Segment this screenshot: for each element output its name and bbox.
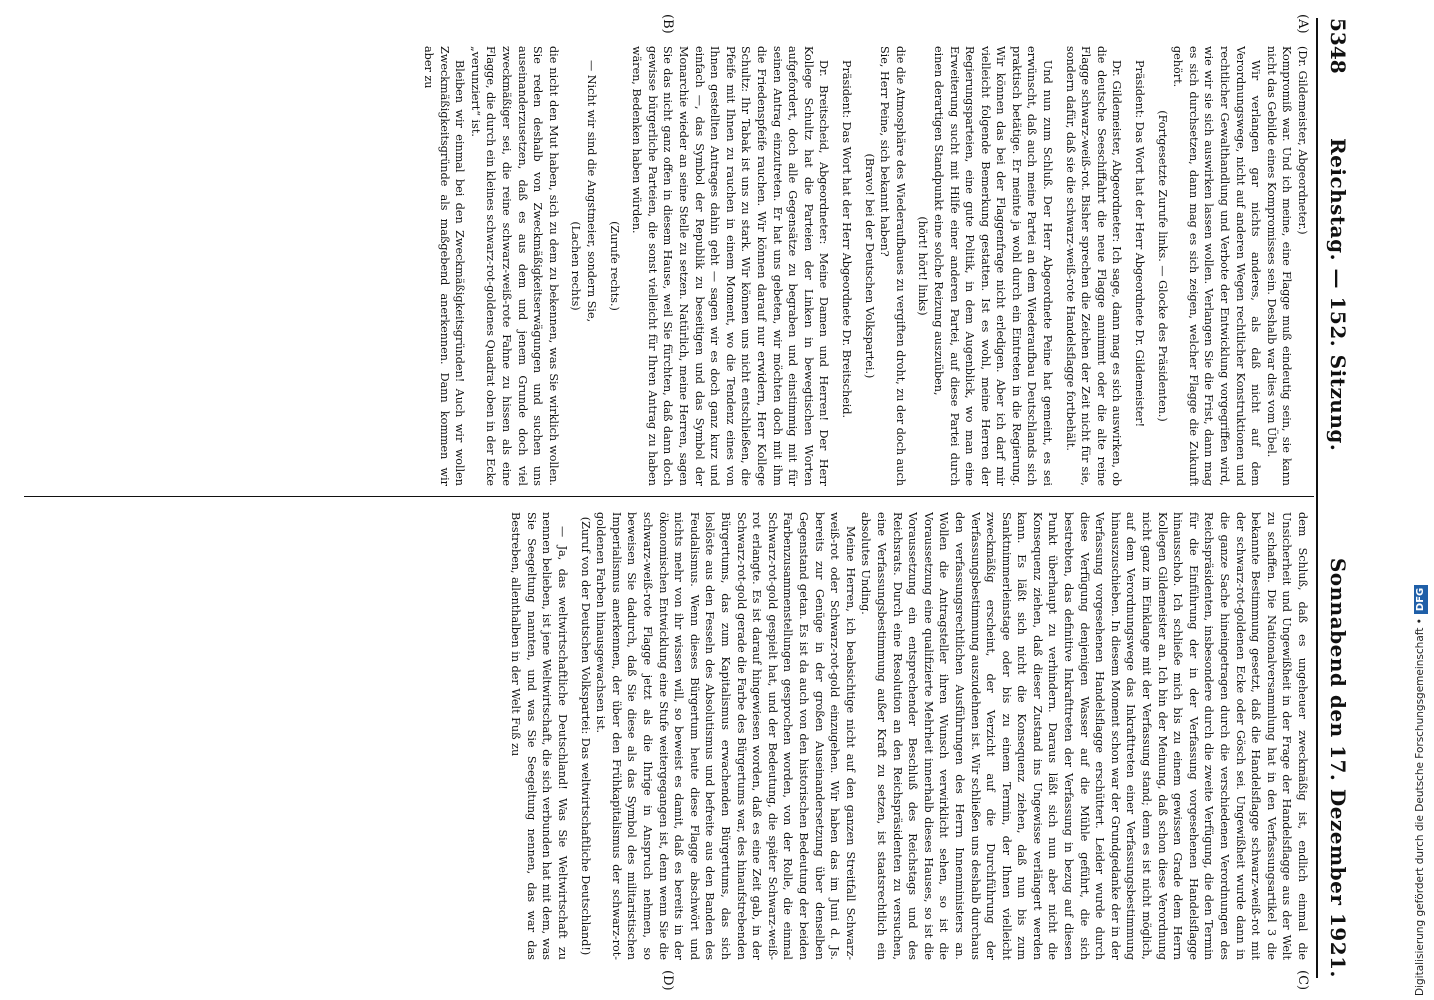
paragraph: — Ja, das weltwirtschaftliche Deutschland! Was Sie Weltwirtschaft zu nennen belieben, ist jene Weltwirtschaft, die sich verbunden hat mit dem, was Sie Seegeltung nannten, und was Sie Seegeltung nennen, das war das Bestreben, allenthalben in der Welt Fuß zu [509,512,570,960]
paragraph: — Nicht wir sind die Angstmeier, sondern Sie, [585,60,599,323]
credit-text: Digitalisierung gefördert durch die Deutsche Forschungsgemeinschaft • [1414,618,1426,996]
paragraph-gap [1055,46,1062,486]
paragraph: (Zurufe rechts.) [607,221,621,311]
paragraph: Präsident: Das Wort hat der Herr Abgeordnete Dr. Gildemeister! [1133,60,1147,428]
paragraph-gap [570,512,577,960]
paragraph-gap [831,46,838,486]
paragraph: Meine Herren, ich beabsichtige nicht auf den ganzen Streitfall Schwarz-weiß-rot oder Schwarz-rot-gold einzugehen. Wir haben das im Juni d. Js. bereits zur Genüge in der großen Auseinandersetzung über denselben Gegenstand getan. Es ist da auch von den historischen Bedeutung der beiden Farbenzusammenstellungen gesprochen worden, von der Rolle, die einmal Schwarz-rot-gold gespielt hat, und der Bedeutung, die später Schwarz-weiß-rot erlangte. Es ist darauf hingewiesen worden, daß es eine Zeit gab, in der Schwarz-rot-gold gerade die Farbe des Bürgertums war, des hinaufstrebenden Bürgertums, das zum Kapitalismus erwachenden Bürgertums, das sich loslöste aus den Fesseln des Absolutismus und befreite aus den Banden des Feudalismus. Wenn dieses Bürgertum heute diese Flagge abschwört und nichts mehr von ihr wissen will, so beweist es damit, daß es bereits in der ökonomischen Entwicklung eine Stufe weitergegangen ist, denn wenn Sie die schwarz-weiß-rote Flagge jetzt als die Ihrige in Anspruch nehmen, so beweisen Sie dadurch, daß Sie diese als das Symbol des militaristischen Imperialismus anerkennen, der über den Frühkapitalismus der schwarz-rot-goldenen Farben hinausgewachsen ist. [594,512,857,960]
paragraph: Und nun zum Schluß. Der Herr Abgeordnete Peine hat gemeint, es sei erwünscht, daß auch meine Partei an dem Wiederaufbau Deutschlands sich praktisch betätige. Er meinte ja wohl durch ein Eintreten in die Regierung. Wir können das bei der Flaggenfrage nicht erledigen. Aber ich darf mir vielleicht folgende Bemerkung gestatten. Ist es wohl, meine Herren der Regierungsparteien, eine gute Politik, in dem Augenblick, wo man eine Erweiterung sucht mit Hilfe einer anderen Partei, auf diese Partei durch einen derartigen Standpunkt eine solche Reizung auszuüben, [931,46,1055,486]
page-number: 5348 [1326,18,1350,74]
paragraph: (Bravo! bei der Deutschen Volkspartei.) [862,153,876,379]
paragraph: die die Atmosphäre des Wiederaufbaues zu vergiften droht, zu der doch auch Sie, Herr Peine, sich bekannt haben? [878,46,907,486]
paragraph-gap [854,46,861,486]
paragraph-gap [908,46,915,486]
dfg-logo: DFG [1414,585,1428,614]
session-title: Reichstag. — 152. Sitzung. [1326,138,1350,452]
paragraph: Dr. Gildemeister, Abgeordneter: Ich sage, dann mag es sich auswirken, ob die deutsche Seeschiffahrt die neue Flagge annimmt oder die alte reine Flagge schwarz-weiß-rot. Bisher sprechen die Zeichen der Zeit nicht für sie, sondern dafür, daß sie die schwarz-weiß-rote Handelsflagge fortbehält. [1063,46,1124,486]
paragraph: Wir verlangen gar nichts anderes, als daß nicht auf dem Verordnungswege, nicht auf anderen Wegen rechtlicher Konstruktionen und rechtlicher Gewalthandlung und Verbote der Entwicklung vorgegriffen wird, wie wir sie sich auswirken lassen wollen. Verlangen Sie die Frist, dann mag es sich durchsetzen, dann mag es sich zeigen, welcher Flagge die Zukunft gehört. [1171,46,1263,486]
paragraph-gap [622,46,629,486]
margin-marker-c: (C) [1295,970,1310,991]
page-header [1316,18,1356,978]
margin-marker-a: (A) [1295,14,1310,34]
left-column [20,46,1310,486]
header-rule [1316,18,1318,978]
margin-marker-d: (D) [660,970,675,991]
paragraph-gap [1147,46,1154,486]
paragraph: Kompromiß war. Und ich meine, eine Flagge muß eindeutig sein, sie kann nicht das Gebilde eines Kompromisses sein. Deshalb war dies vom Übel. [1264,46,1294,486]
margin-marker-b: (B) [660,14,675,34]
paragraph: Präsident: Das Wort hat der Herr Abgeordnete Dr. Breitscheid. [839,60,853,419]
paragraph: Bleiben wir einmal bei den Zweckmäßigkeitsgründen! Auch wir wollen Zweckmäßigkeitsgründe als maßgebend anerkennen. Dann kommen wir aber zu [422,46,467,486]
right-column [20,512,1310,960]
column-divider [24,496,1314,497]
paragraph: (Zuruf von der Deutschen Volkspartei: Das weltwirtschaftliche Deutschland!) [578,516,592,956]
paragraph: Dr. Breitscheid, Abgeordneter: Meine Damen und Herren! Der Herr Kollege Schultz hat die Parteien der Linken in bewegtischen Worten aufgefordert, doch alle Gegensätze zu begraben und einstimmig mit für seinen Antrag einzutreten. Er hat uns gebeten, wir möchten doch mit ihm die Friedenspfeife rauchen. Wir können darauf nur erwidern, Herr Kollege Schultz: Ihr Tabak ist uns zu stark. Wir können uns nicht entschließen, die Pfeife mit Ihnen zu rauchen in einem Moment, wo die Tendenz eines von Ihnen gestellten Antrages dahin geht — sagen wir es doch ganz kurz und einfach —, das Symbol der Republik zu beseitigen und das Symbol der Monarchie wieder an seine Stelle zu setzen. Natürlich, meine Herren, sagen Sie das nicht ganz offen in diesem Hause, weil Sie fürchten, daß dann doch gewisse bürgerliche Parteien, die sonst vielleicht für Ihren Antrag zu haben wären, Bedenken haben würden. [630,46,831,486]
paragraph: (Fortgesetzte Zurufe links. — Glocke des Präsidenten.) [1155,110,1169,422]
paragraph: dem Schluß, daß es ungeheuer zweckmäßig ist, endlich einmal die Unsicherheit und Ungewißheit in der Frage der Handelsflagge aus der Welt zu schaffen. Die Nationalversammlung hat in den Verfassungsartikel 3 die bekannte Bestimmung gesetzt, daß die Handelsflagge schwarz-weiß-rot mit der schwarz-rot-goldenen Ecke oder Gösch sei. Ungewißheit wurde dann in die ganze Sache hineingetragen durch die verschiedenen Verordnungen des Reichspräsidenten, insbesondere durch die zweite Verfügung, die den Termin für die Einführung der in der Verfassung vorgesehenen Handelsflagge hinausschob. Ich schließe mich bis zu einem gewissen Grade dem Herrn Kollegen Gildemeister an. Ich bin der Meinung, daß schon diese Verordnung nicht ganz im Einklange mit der Verfassung stand; denn es ist nicht möglich, auf dem Verordnungswege das Inkrafttreten einer Verfassungsbestimmung hinauszuschieben. In diesem Moment schon war der Grundgedanke der in der Verfassung vorgesehenen Handelsflagge erschüttert. Leider wurde durch diese Verfügung denjenigen Wasser auf die Mühle geführt, die sich bestrebten, das definitive Inkrafttreten der Verfassung in bezug auf diesen Punkt überhaupt zu verhindern. Daraus läßt sich nun aber nicht die Konsequenz ziehen, daß dieser Zustand ins Ungewisse verlängert werden kann. Es läßt sich nicht die Konsequenz ziehen, daß nun bis zum Sanktnimmerleinstage oder bis zu einem Termin, der Ihnen vielleicht zweckmäßig erscheint, der Verzicht auf die Durchführung der Verfassungsbestimmung auszudehnen ist. Wir schließen uns deshalb durchaus den verfassungsrechtlichen Ausführungen des Herrn Innenministers an. Wollen die Antragsteller ihren Wunsch verwirklicht sehen, so ist die Voraussetzung eine qualifizierte Mehrheit innerhalb dieses Hauses, so ist die Voraussetzung ein entsprechender Beschluß des Reichstags und des Reichsrats. Durch eine Resolution an den Reichspräsidenten zu versuchen, eine Verfassungsbestimmung außer Kraft zu setzen, ist staatsrechtlich ein absolutes Unding. [859,512,1309,960]
paragraph: (Dr. Gildemeister, Abgeordneter.) [1296,46,1309,235]
paragraph: (hört! hört! links) [916,216,930,316]
paragraph-gap [599,46,606,486]
paragraph: (Lachen rechts) [569,221,583,311]
paragraph-gap [561,46,568,486]
session-date: Sonnabend den 17. Dezember 1921. [1326,557,1350,978]
digitization-credit [1410,6,1432,996]
paragraph-gap [1124,46,1131,486]
paragraph: die nicht den Mut haben, sich zu dem zu bekennen, was Sie wirklich wollen. Sie reden deshalb von Zweckmäßigkeitserwägungen und suchen uns auseinanderzusetzen, daß es aus dem und jenem Grunde doch viel zweckmäßiger sei, die reine schwarz-weiß-rote Fahne zu hissen als eine Flagge, die durch ein kleines schwarz-rot-goldenes Quadrat oben in der Ecke „verunziert“ ist. [468,46,560,486]
